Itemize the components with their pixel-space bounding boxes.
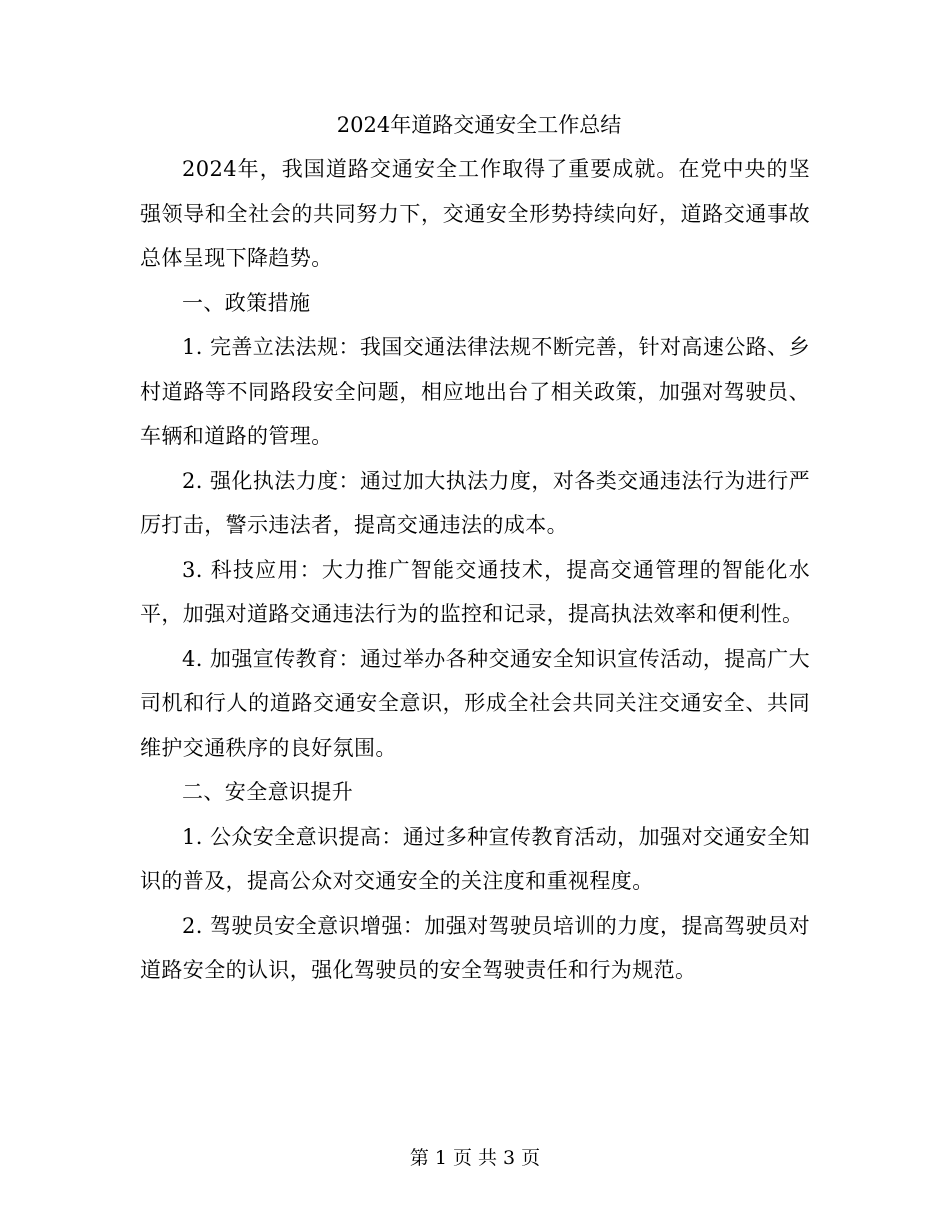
paragraph-policy-1: 1. 完善立法法规：我国交通法律法规不断完善，针对高速公路、乡村道路等不同路段安全问题，相应地出台了相关政策，加强对驾驶员、车辆和道路的管理。 [140, 335, 810, 448]
paragraph-awareness-1: 1. 公众安全意识提高：通过多种宣传教育活动，加强对交通安全知识的普及，提高公众对交通安全的关注度和重视程度。 [140, 824, 810, 893]
section-heading-policy: 一、政策措施 [182, 290, 311, 315]
paragraph-awareness-2: 2. 驾驶员安全意识增强：加强对驾驶员培训的力度，提高驾驶员对道路安全的认识，强化驾驶员的安全驾驶责任和行为规范。 [140, 913, 810, 982]
document-body [140, 103, 810, 993]
paragraph-intro: 2024年，我国道路交通安全工作取得了重要成就。在党中央的坚强领导和全社会的共同努力下，交通安全形势持续向好，道路交通事故总体呈现下降趋势。 [140, 157, 810, 270]
paragraph-policy-2: 2. 强化执法力度：通过加大执法力度，对各类交通违法行为进行严厉打击，警示违法者，提高交通违法的成本。 [140, 468, 810, 537]
paragraph-policy-3: 3. 科技应用：大力推广智能交通技术，提高交通管理的智能化水平，加强对道路交通违法行为的监控和记录，提高执法效率和便利性。 [140, 557, 810, 626]
section-heading-awareness: 二、安全意识提升 [182, 780, 354, 804]
document-title: 2024年道路交通安全工作总结 [336, 113, 622, 137]
paragraph-policy-4: 4. 加强宣传教育：通过举办各种交通安全知识宣传活动，提高广大司机和行人的道路交通安全意识，形成全社会共同关注交通安全、共同维护交通秩序的良好氛围。 [140, 646, 810, 760]
page-number-footer: 第 1 页 共 3 页 [409, 1147, 541, 1169]
